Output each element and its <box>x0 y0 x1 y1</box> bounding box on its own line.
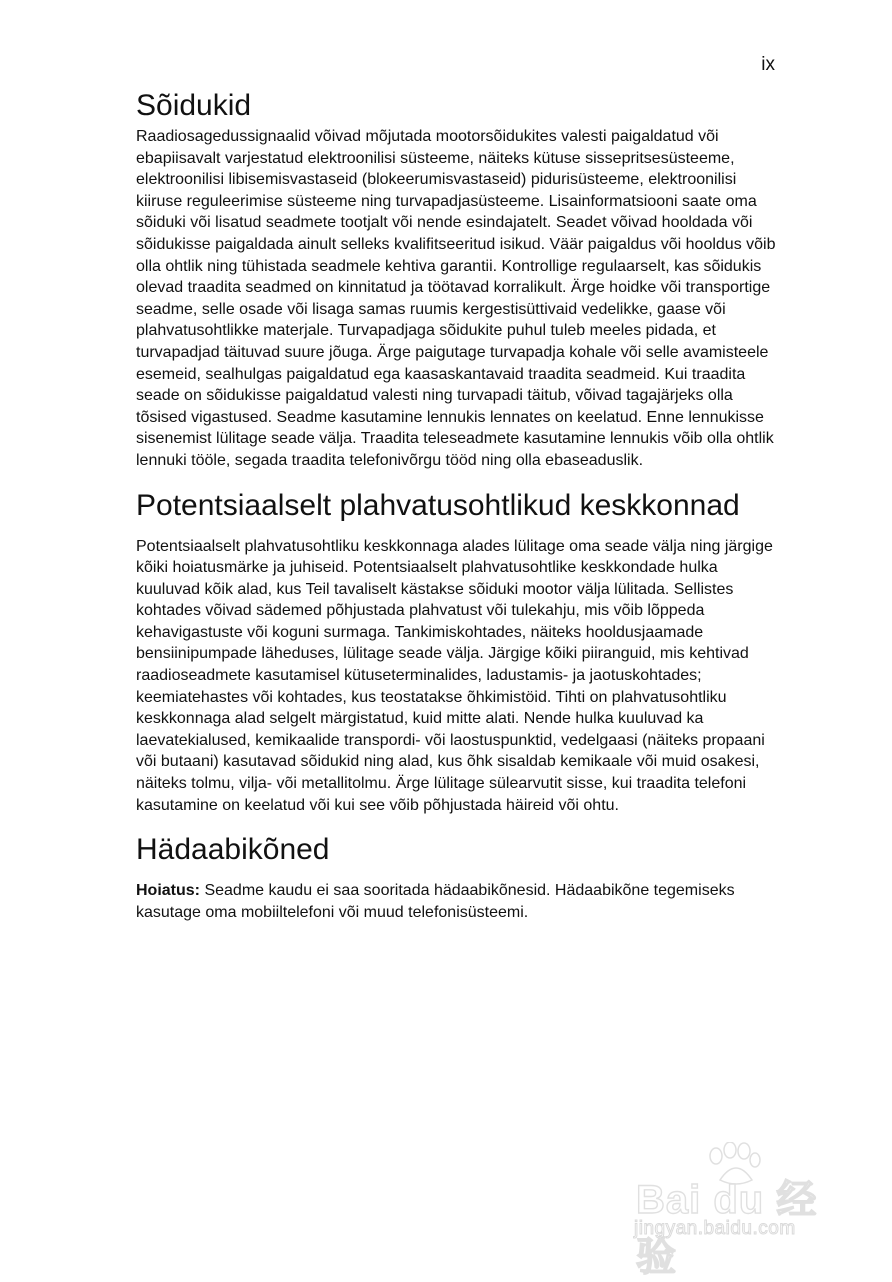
section-emergency-calls <box>136 830 776 923</box>
watermark-brand: Bai du 经验 <box>636 1178 818 1279</box>
section-explosive-environments <box>136 486 776 817</box>
watermark-url: jingyan.baidu.com <box>634 1218 796 1239</box>
section-heading: Sõidukid <box>136 89 252 122</box>
section-heading: Hädaabikõned <box>136 833 330 867</box>
baidu-jingyan-watermark <box>632 1140 852 1279</box>
document-body <box>136 86 776 923</box>
warning-label: Hoiatus: <box>136 882 200 900</box>
section-paragraph: Raadiosagedussignaalid võivad mõjutada mootorsõidukites valesti paigaldatud või ebapiisavalt varjestatud elektroonilisi süsteeme, näiteks kütuse sissepritsesüsteeme, elektroonilisi libisemisvastaseid (blokeerumisvastaseid) pidurisüsteeme, elektroonilisi kiiruse reguleerimise süsteeme ning turvapadjasüsteeme. Lisainformatsiooni saate oma sõiduki või lisatud seadmete tootjalt või nende esindajatelt. Seadet võivad hooldada või sõidukisse paigaldada ainult selleks kvalifitseeritud isikud. Väär paigaldus või hooldus võib olla ohtlik ning tühistada seadmele kehtiva garantii. Kontrollige regulaarselt, kas sõidukis olevad traadita seadmed on kinnitatud ja töötavad korralikult. Ärge hoidke või transportige seadme, selle osade või lisaga samas ruumis kergestisüttivaid vedelikke, gaase või plahvatusohtlikke materjale. Turvapadjaga sõidukite puhul tuleb meeles pidada, et turvapadjad täituvad suure jõuga. Ärge paigutage turvapadja kohale või selle avamisteele esemeid, sealhulgas paigaldatud ega kaasaskantavaid traadita seadmeid. Kui traadita seade on sõidukisse paigaldatud valesti ning turvapadi täitub, võivad tagajärjeks olla tõsised vigastused. Seadme kasutamine lennukis lennates on keelatud. Enne lennukisse sisenemist lülitage seade välja. Traadita teleseadmete kasutamine lennukis võib olla ohtlik lennuki tööle, segada traadita telefonivõrgu tööd ning olla ebaseaduslik. <box>136 128 776 469</box>
warning-paragraph <box>136 880 776 923</box>
section-vehicles <box>136 86 776 472</box>
page-number: ix <box>761 54 775 75</box>
warning-text: Seadme kaudu ei saa sooritada hädaabikõnesid. Hädaabikõne tegemiseks kasutage oma mobiiltelefoni või muud telefonisüsteemi. <box>136 882 735 921</box>
section-heading: Potentsiaalselt plahvatusohtlikud keskkonnad <box>136 488 740 522</box>
section-paragraph: Potentsiaalselt plahvatusohtliku keskkonnaga alades lülitage oma seade välja ning järgige kõiki hoiatusmärke ja juhiseid. Potentsiaalselt plahvatusohtlike keskkondade hulka kuuluvad kõik alad, kus Teil tavaliselt kästakse sõiduki mootor välja lülitada. Sellistes kohtades võivad sädemed põhjustada plahvatust või tulekahju, mis võib lõppeda kehavigastuste või koguni surmaga. Tankimiskohtades, näiteks hooldusjaamade bensiinipumpade läheduses, lülitage seade välja. Järgige kõiki piiranguid, mis kehtivad raadioseadmete kasutamisel kütuseterminalides, ladustamis- ja jaotuskohtades; keemiatehastes või kohtades, kus teostatakse õhkimistöid. Tihti on plahvatusohtliku keskkonnaga alad selgelt märgistatud, kuid mitte alati. Nende hulka kuuluvad ka laevatekialused, kemikaalide transpordi- või laostuspunktid, vedelgaasi (näiteks propaani või butaani) kasutavad sõidukid ning alad, kus õhk sisaldab kemikaale või muid osakesi, näiteks tolmu, vilja- või metallitolmu. Ärge lülitage sülearvutit sisse, kui traadita telefoni kasutamine on keelatud või kui see võib põhjustada häireid või ohtu. <box>136 537 773 814</box>
